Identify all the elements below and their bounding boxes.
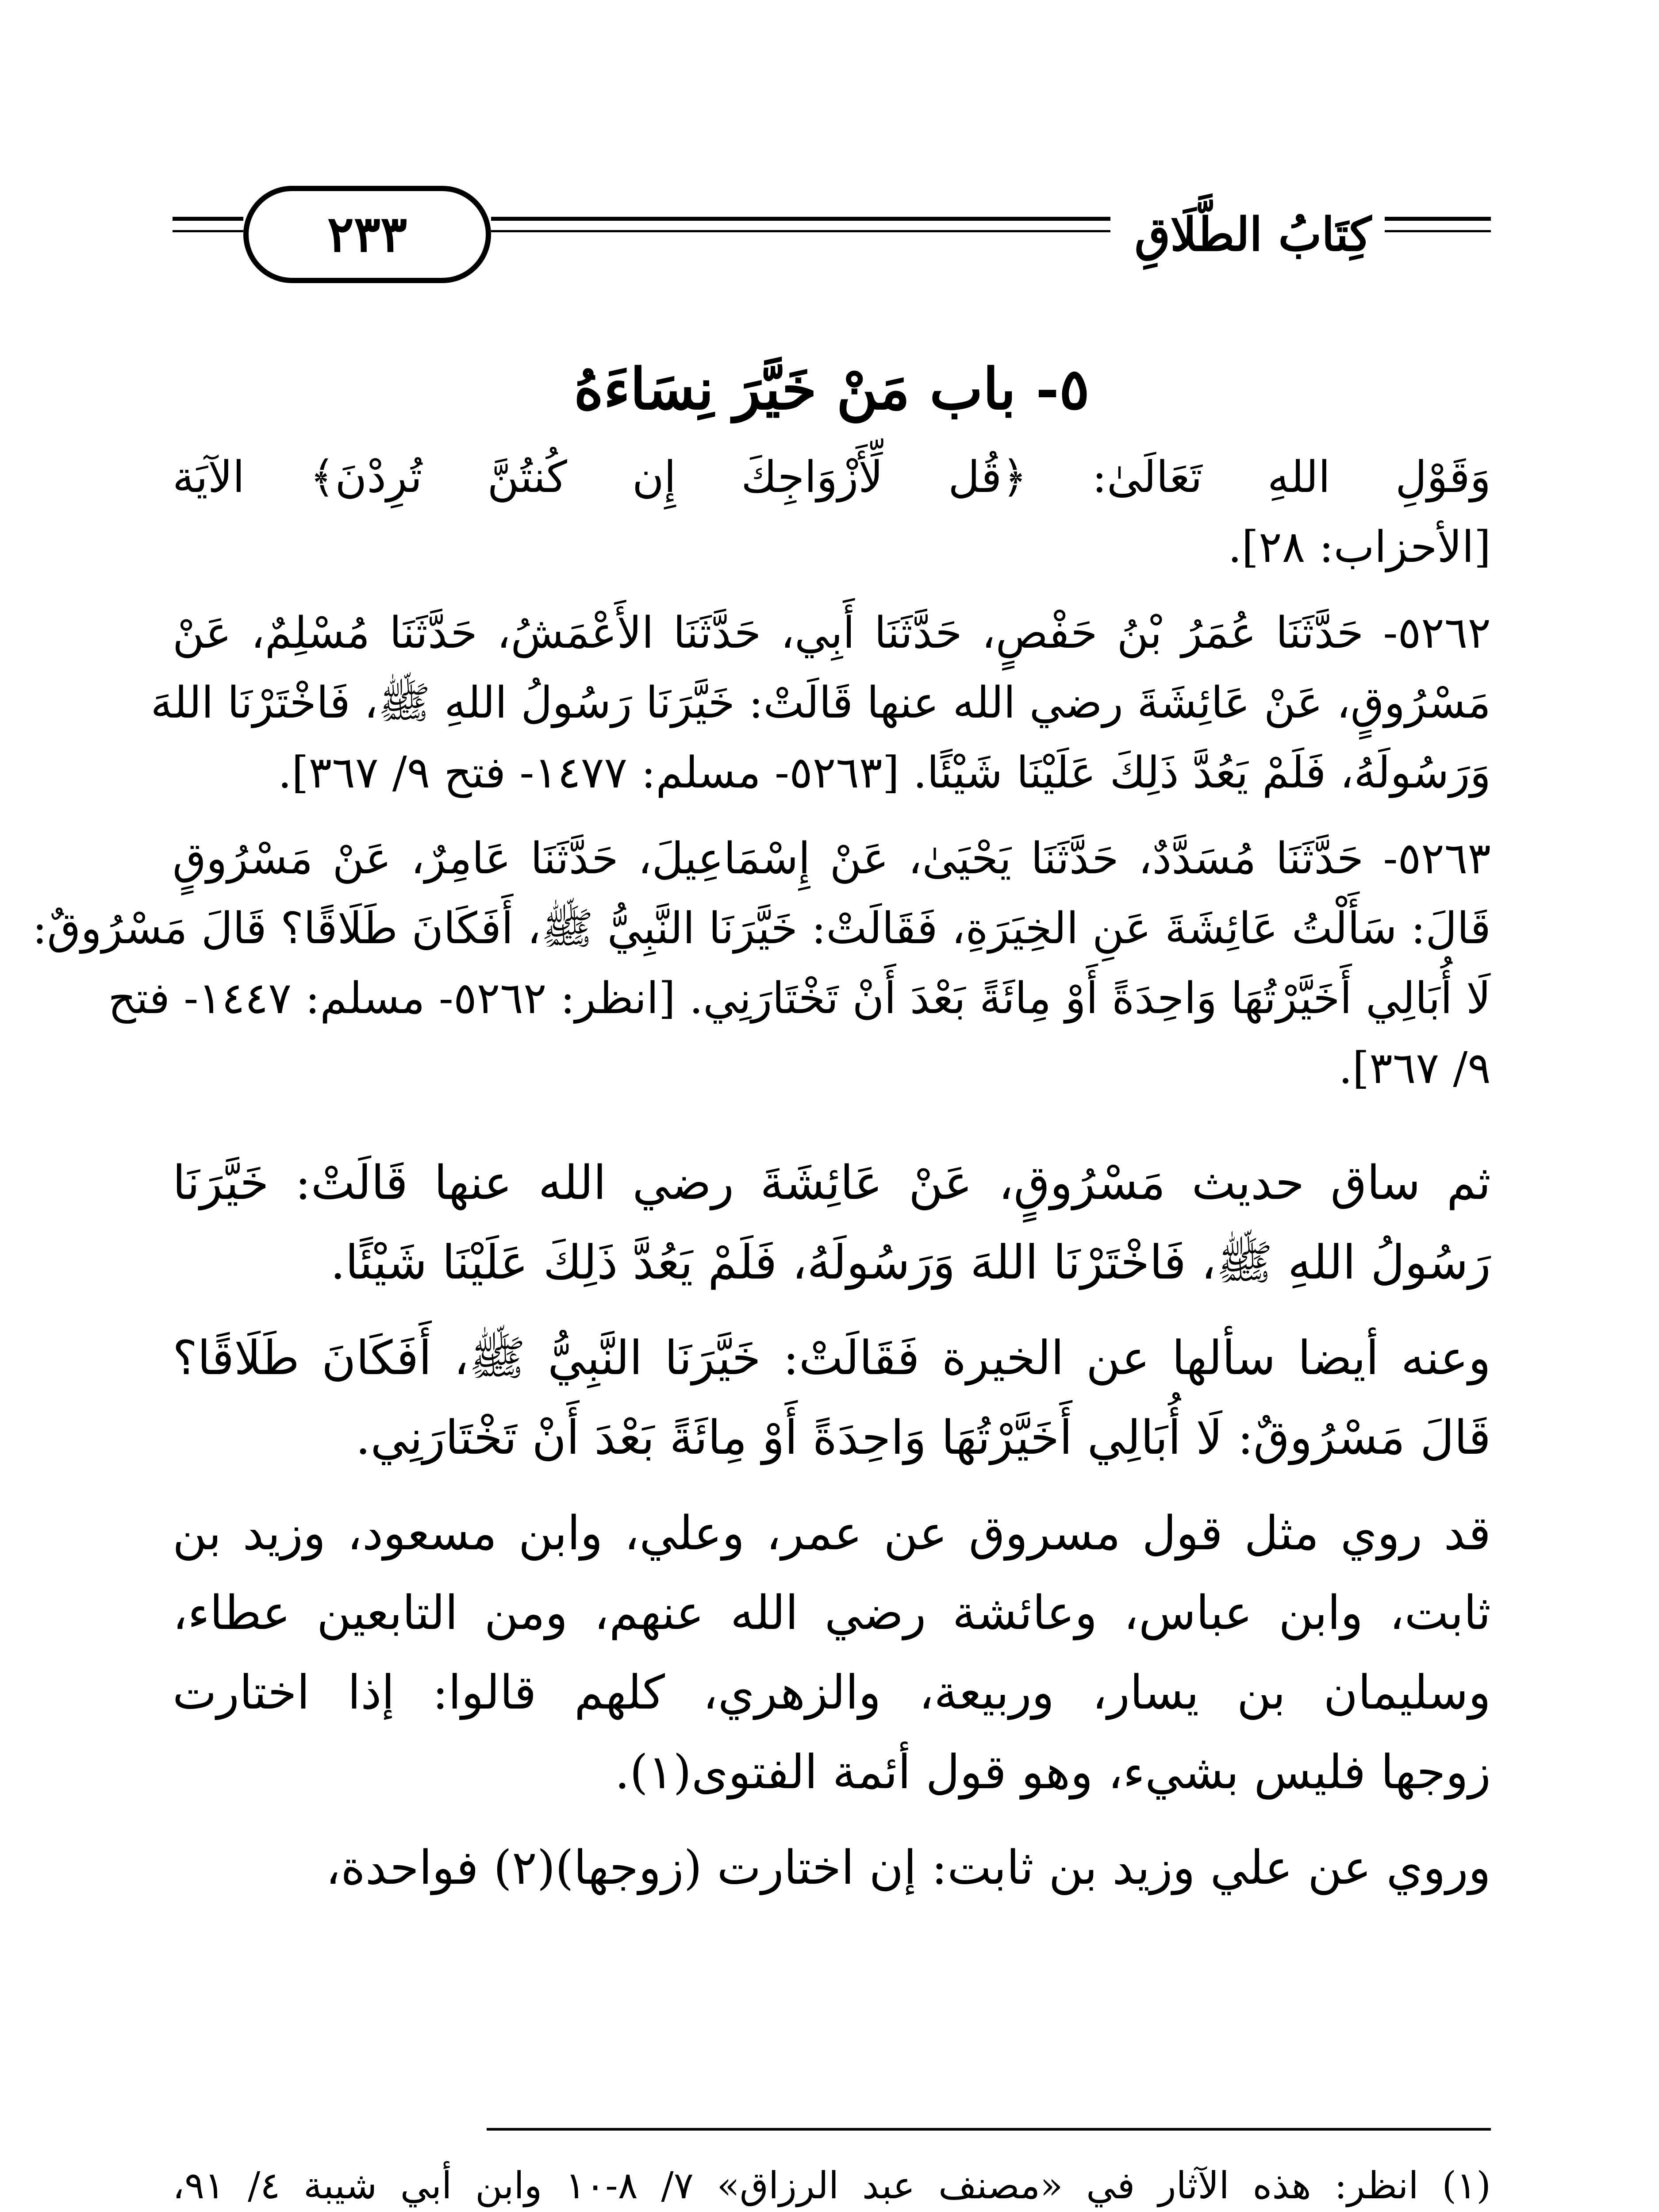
text-line: رَسُولُ اللهِ ﷺ، فَاخْتَرْنَا اللهَ وَرَسُولَهُ، فَلَمْ يَعُدَّ ذَلِكَ عَلَيْنَا شَيْئًا. [330,1235,1491,1290]
text-line: وسليمان بن يسار، وربيعة، والزهري، كلهم قالوا: إذا اختارت [173,1665,1491,1720]
header-rule-right-top [1385,217,1491,221]
commentary [173,1143,1491,1908]
hadith-paragraph [150,598,1491,808]
commentary-paragraph [173,1494,1491,1812]
commentary-paragraph [173,1318,1491,1478]
text-line: ثابت، وابن عباس، وعائشة رضي الله عنهم، ومن التابعين عطاء، [173,1586,1491,1640]
text-line: ثم ساق حديث مَسْرُوقٍ، عَنْ عَائِشَةَ رضي الله عنها قَالَتْ: خَيَّرَنَا [173,1156,1491,1210]
text-line: قد روي مثل قول مسروق عن عمر، وعلي، وابن مسعود، وزيد بن [173,1506,1491,1560]
header-rule-middle-bottom [491,230,1110,232]
text-line: ٥٢٦٢- حَدَّثَنَا عُمَرُ بْنُ حَفْصٍ، حَدَّثَنَا أَبِي، حَدَّثَنَا الأَعْمَشُ، حَدَّثَنَا مُسْلِمٌ، عَنْ [173,608,1491,658]
commentary-paragraph [173,1828,1491,1908]
header-rule-right-bottom [1385,230,1491,232]
footnotes [173,2154,1491,2212]
text-line: (١) انظر: هذه الآثار في «مصنف عبد الرزاق» ٧/ ٨-١٠ وابن أبي شيبة ٤/ ٩١، [173,2164,1491,2207]
page-number: ٢٣٣ [327,205,407,263]
text-line: وَرَسُولَهُ، فَلَمْ يَعُدَّ ذَلِكَ عَلَيْنَا شَيْئًا. [٥٢٦٣- مسلم: ١٤٧٧- فتح ٩/ ٣٦٧]. [278,748,1491,798]
page-content [32,345,1491,1908]
text-line: قَالَ مَسْرُوقٌ: لَا أُبَالِي أَخَيَّرْتُهَا وَاحِدَةً أَوْ مِائَةً بَعْدَ أَنْ تَخْتَارَنِي. [355,1410,1491,1465]
text-line: قَالَ: سَأَلْتُ عَائِشَةَ عَنِ الخِيَرَةِ، فَقَالَتْ: خَيَّرَنَا النَّبِيُّ ﷺ، أَفَكَانَ طَلَاقًا؟ قَالَ مَسْرُوقٌ: [32,903,1491,954]
page-number-badge [243,186,491,283]
text-line: زوجها فليس بشيء، وهو قول أئمة الفتوى(١). [614,1745,1491,1799]
text-line: مَسْرُوقٍ، عَنْ عَائِشَةَ رضي الله عنها قَالَتْ: خَيَّرَنَا رَسُولُ اللهِ ﷺ، فَاخْتَرْنَا اللهَ [150,678,1491,728]
text-line: ٥٢٦٣- حَدَّثَنَا مُسَدَّدٌ، حَدَّثَنَا يَحْيَىٰ، عَنْ إِسْمَاعِيلَ، حَدَّثَنَا عَامِرٌ، عَنْ مَسْرُوقٍ [173,833,1491,884]
text-line: وَقَوْلِ اللهِ تَعَالَىٰ: ﴿قُل لِّأَزْوَاجِكَ إِن كُنتُنَّ تُرِدْنَ﴾ الآيَة [173,452,1491,503]
text-line: وعنه أيضا سألها عن الخيرة فَقَالَتْ: خَيَّرَنَا النَّبِيُّ ﷺ، أَفَكَانَ طَلَاقًا؟ [173,1331,1491,1385]
section-heading: ٥- باب مَنْ خَيَّرَ نِسَاءَهُ [574,356,1090,422]
text-line: وروي عن علي وزيد بن ثابت: إن اختارت (زوجها)(٢) فواحدة، [326,1840,1491,1895]
text-line: [الأحزاب: ٢٨]. [1228,522,1491,572]
commentary-paragraph [173,1143,1491,1302]
header-rule-middle-top [491,217,1110,221]
book-title: كِتَابُ الطَّلَاقِ [1134,207,1371,261]
hadith-paragraph [32,824,1491,1103]
text-line: لَا أُبَالِي أَخَيَّرْتُهَا وَاحِدَةً أَوْ مِائَةً بَعْدَ أَنْ تَخْتَارَنِي. [انظر: ٥٢٦٢- مسلم: ١٤٤٧- فتح [108,973,1491,1024]
header-rule-left-top [173,217,243,221]
footnote-divider [487,2128,1491,2131]
page-header [173,186,1491,288]
header-rule-left-bottom [173,230,243,232]
section-intro [173,442,1491,582]
text-line: ٩/ ٣٦٧]. [1338,1043,1491,1094]
footnote-1 [173,2154,1491,2212]
